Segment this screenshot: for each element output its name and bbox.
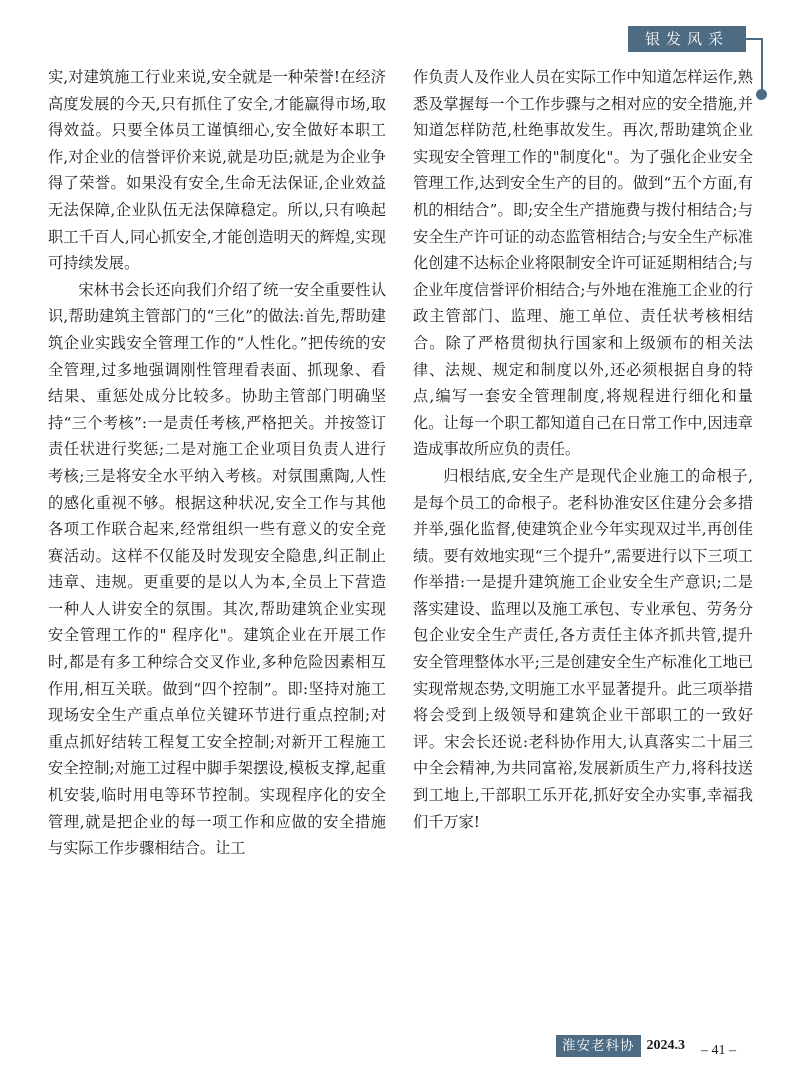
journal-name: 淮安老科协 [556,1035,641,1057]
section-tag: 银发风采 [628,26,746,52]
decorative-line [761,38,763,94]
paragraph: 归根结底,安全生产是现代企业施工的命根子,是每个员工的命根子。老科协淮安区住建分会多措并举,强化监督,使建筑企业今年实现双过半,再创佳绩。要有效地实现“三个提升”,需要进行以下三项工作举措:一是提升建筑施工企业安全生产意识;二是落实建设、监理以及施工承包、专业承包、劳务分包企业安全生产责任,各方责任主体齐抓共管,提升安全管理整体水平;三是创建安全生产标准化工地已实现常规态势,文明施工水平显著提升。此三项举措将会受到上级领导和建筑企业干部职工的一致好评。宋会长还说:老科协作用大,认真落实二十届三中全会精神,为共同富裕,发展新质生产力,将科技送到工地上,干部职工乐开花,抓好安全办实事,幸福我们千万家! [413,466,753,831]
footer [556,1035,685,1057]
paragraph: 实,对建筑施工行业来说,安全就是一种荣誉!在经济高度发展的今天,只有抓住了安全,才能赢得市场,取得效益。只要全体员工谨慎细心,安全做好本职工作,对企业的信誉评价来说,就是功臣;就是为企业争得了荣誉。如果没有安全,生命无法保证,企业效益无法保障,企业队伍无法保障稳定。所以,只有唤起职工千百人,同心抓安全,才能创造明天的辉煌,实现可持续发展。 [48,68,386,273]
page-number: – 41 – [701,1043,736,1058]
paragraph: 宋林书会长还向我们介绍了统一安全重要性认识,帮助建筑主管部门的“三化”的做法:首先,帮助建筑企业实践安全管理工作的“人性化。”把传统的安全管理,过多地强调刚性管理看表面、抓现象、看结果、重惩处成分比较多。协助主管部门明确坚持“三个考核”:一是责任考核,严格把关。并按签订责任状进行奖惩;二是对施工企业项目负责人进行考核;三是将安全水平纳入考核。对氛围熏陶,人性的感化重视不够。根据这种状况,安全工作与其他各项工作联合起来,经常组织一些有意义的安全竞赛活动。这样不仅能及时发现安全隐患,纠正制止违章、违规。更重要的是以人为本,全员上下营造一种人人讲安全的氛围。其次,帮助建筑企业实现安全管理工作的" 程序化"。建筑企业在开展工作时,都是有多工种综合交叉作业,多种危险因素相互作用,相互关联。做到“四个控制”。即:坚持对施工现场安全生产重点单位关键环节进行重点控制;对重点抓好结转工程复工安全控制;对新开工程施工安全控制;对施工过程中脚手架摆设,模板支撑,起重机安装,临时用电等环节控制。实现程序化的安全管理,就是把企业的每一项工作和应做的安全措施与实际工作步骤相结合。让工 [48,280,386,858]
left-column [48,64,386,862]
decorative-dot [756,89,767,100]
issue-number: 2024.3 [646,1038,685,1053]
right-column [413,64,753,835]
paragraph: 作负责人及作业人员在实际工作中知道怎样运作,熟悉及掌握每一个工作步骤与之相对应的安全措施,并知道怎样防范,杜绝事故发生。再次,帮助建筑企业实现安全管理工作的"制度化"。为了强化企业安全管理工作,达到安全生产的目的。做到“五个方面,有机的相结合”。即;安全生产措施费与拨付相结合;与安全生产许可证的动态监管相结合;与安全生产标准化创建不达标企业将限制安全许可证延期相结合;与企业年度信誉评价相结合;与外地在淮施工企业的行政主管部门、监理、施工单位、责任状考核相结合。除了严格贯彻执行国家和上级颁布的相关法律、法规、规定和制度以外,还必须根据自身的特点,编写一套安全管理制度,将规程进行细化和量化。让每一个职工都知道自己在日常工作中,因违章造成事故所应负的责任。 [413,68,753,459]
